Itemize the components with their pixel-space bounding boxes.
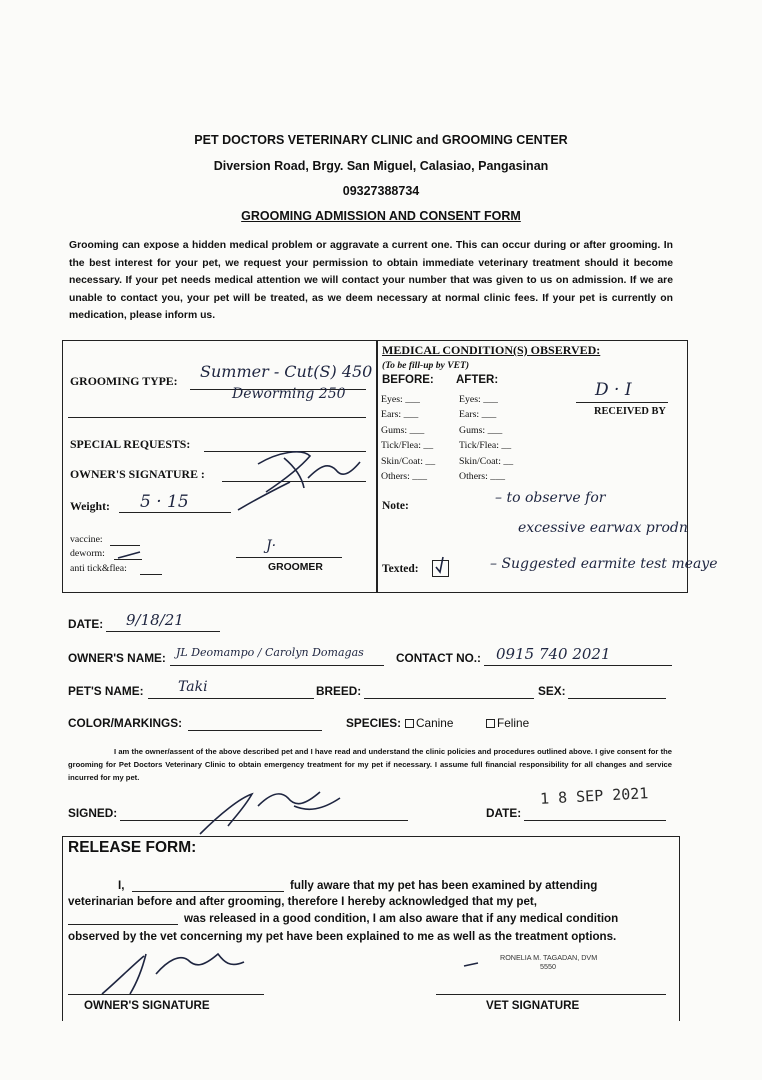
color-line <box>188 730 322 731</box>
received-line <box>576 402 668 403</box>
date-line <box>106 631 220 632</box>
intro-paragraph: Grooming can expose a hidden medical problem or aggravate a current one. This can occur during or after grooming. In the best interest for your pet, we request your permission to obtain immediate veterinary treatment should it become necessary. If your pet needs medical attention we will contact your number that was given to us on admission. If we are unable to contact you, your pet will be treated, as we deem necessary at normal clinic fees. If your pet is currently on medication, please inform us. <box>69 240 673 322</box>
contact-line <box>484 665 672 666</box>
release-line-1: fully aware that my pet has been examined by attending <box>290 879 598 892</box>
before-label: BEFORE: <box>382 374 434 386</box>
sex-line <box>568 698 666 699</box>
after-tick: Tick/Flea: __ <box>459 440 512 452</box>
grooming-type-label: GROOMING TYPE: <box>70 374 178 388</box>
deworm-label: deworm: <box>70 548 105 559</box>
vaccine-line <box>110 545 140 546</box>
release-line-3: was released in a good condition, I am also aware that if any medical condition <box>184 912 619 925</box>
before-skin: Skin/Coat: __ <box>381 455 436 467</box>
medical-title: MEDICAL CONDITION(S) OBSERVED: <box>382 343 601 357</box>
vet-release-line <box>436 994 666 995</box>
feline-checkbox[interactable] <box>486 719 495 728</box>
clinic-name: PET DOCTORS VETERINARY CLINIC and GROOMING CENTER <box>194 133 568 147</box>
canine-checkbox[interactable] <box>405 719 414 728</box>
note-label: Note: <box>382 500 409 512</box>
clinic-address: Diversion Road, Brgy. San Miguel, Calasiao, Pangasinan <box>213 159 549 173</box>
weight-line <box>119 512 231 513</box>
before-gums: Gums: ___ <box>381 424 425 436</box>
breed-label: BREED: <box>316 684 362 698</box>
signed-signature-scribble <box>190 784 350 844</box>
vet-stamp-license: 5550 <box>540 962 556 971</box>
received-label: RECEIVED BY <box>594 406 666 417</box>
before-ears: Ears: ___ <box>381 409 419 421</box>
groomer-label: GROOMER <box>268 562 323 573</box>
form-title: GROOMING ADMISSION AND CONSENT FORM <box>241 209 521 223</box>
breed-line <box>364 698 534 699</box>
after-list <box>459 392 513 484</box>
weight-label: Weight: <box>70 499 110 513</box>
texted-label: Texted: <box>382 563 419 575</box>
signed-date-stamp: 1 8 SEP 2021 <box>539 784 649 808</box>
after-others: Others: ___ <box>459 471 505 483</box>
date-label: DATE: <box>68 617 104 631</box>
after-ears: Ears: ___ <box>459 409 497 421</box>
received-value[interactable]: D · I <box>595 380 632 400</box>
texted-check-icon <box>432 555 450 575</box>
grooming-type-value-2[interactable]: Deworming 250 <box>232 386 346 402</box>
vet-stamp-name: RONELIA M. TAGADAN, DVM <box>500 953 598 962</box>
note-line-3[interactable]: – Suggested earmite test meaye <box>490 556 718 572</box>
release-name-line <box>132 891 284 892</box>
pet-name-label: PET'S NAME: <box>68 684 144 698</box>
after-label: AFTER: <box>456 374 499 386</box>
after-eyes: Eyes: ___ <box>459 394 498 405</box>
groomer-line <box>236 557 342 558</box>
owner-name-label: OWNER'S NAME: <box>68 651 166 665</box>
release-i: I, <box>118 879 125 892</box>
canine-label: Canine <box>416 716 454 730</box>
owner-name-line <box>170 665 384 666</box>
contact-value[interactable]: 0915 740 2021 <box>496 645 611 663</box>
owner-signature-label: OWNER'S SIGNATURE : <box>70 467 205 481</box>
texted-checkbox[interactable] <box>432 560 449 577</box>
before-tick: Tick/Flea: __ <box>381 440 434 452</box>
release-pet-line <box>68 924 178 925</box>
contact-label: CONTACT NO.: <box>396 651 481 665</box>
species-label: SPECIES: <box>346 716 402 730</box>
grooming-type-value[interactable]: Summer - Cut(S) 450 <box>200 362 373 381</box>
owner-release-line <box>68 994 264 995</box>
color-label: COLOR/MARKINGS: <box>68 716 183 730</box>
pet-name-line <box>148 698 314 699</box>
consent-paragraph: I am the owner/assent of the above described pet and I have read and understand the clinic policies and procedures outlined above. I give consent for the grooming for Pet Doctors Veterinary Clinic to obtain emergency treatment for my pet if necessary. I assume full financial responsibility for all changes and service incurred for my pet. <box>68 747 672 782</box>
after-skin: Skin/Coat: __ <box>459 455 514 467</box>
owner-signature-scribble <box>218 448 368 518</box>
feline-label: Feline <box>497 716 530 730</box>
release-line-2: veterinarian before and after grooming, therefore I hereby acknowledged that my pet, <box>68 895 538 908</box>
owner-release-signature <box>96 944 256 1000</box>
owner-release-label: OWNER'S SIGNATURE <box>84 999 210 1012</box>
date-value[interactable]: 9/18/21 <box>126 611 184 629</box>
owner-name-value[interactable]: JL Deomampo / Carolyn Domagas <box>176 646 364 659</box>
note-line-2[interactable]: excessive earwax prodn <box>518 520 688 536</box>
sex-label: SEX: <box>538 684 566 698</box>
medical-subtitle: (To be fill-up by VET) <box>382 360 470 371</box>
before-others: Others: ___ <box>381 471 427 483</box>
special-requests-label: SPECIAL REQUESTS: <box>70 437 191 451</box>
after-gums: Gums: ___ <box>459 424 503 436</box>
before-list <box>381 392 435 484</box>
anti-tick-label: anti tick&flea: <box>70 563 127 574</box>
vet-release-label: VET SIGNATURE <box>486 999 580 1012</box>
release-title: RELEASE FORM: <box>68 839 197 856</box>
clinic-phone: 09327388734 <box>342 184 420 198</box>
groomer-value[interactable]: J· <box>266 538 277 554</box>
weight-value[interactable]: 5 · 15 <box>140 492 189 512</box>
vet-signature-mark <box>460 960 490 970</box>
deworm-check-mark <box>116 550 142 560</box>
signed-date-line <box>524 820 666 821</box>
before-eyes: Eyes: ___ <box>381 394 420 405</box>
release-line-4: observed by the vet concerning my pet have been explained to me as well as the treatment options. <box>68 930 617 943</box>
anti-tick-line <box>140 574 162 575</box>
vaccine-label: vaccine: <box>70 534 103 545</box>
signed-date-label: DATE: <box>486 806 522 820</box>
signed-label: SIGNED: <box>68 806 118 820</box>
note-line-1[interactable]: – to observe for <box>495 490 606 506</box>
grooming-type-line-2 <box>68 417 366 418</box>
pet-name-value[interactable]: Taki <box>178 679 208 695</box>
